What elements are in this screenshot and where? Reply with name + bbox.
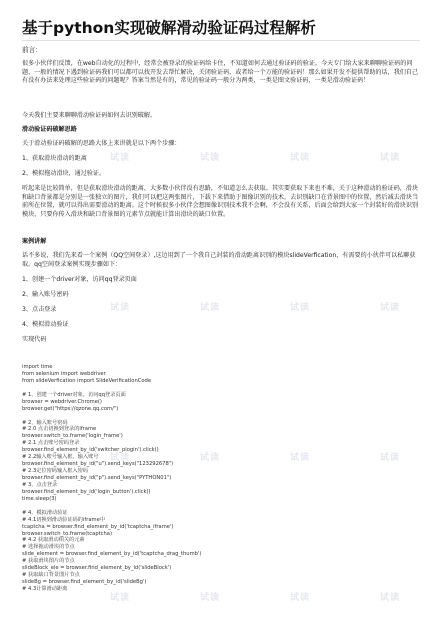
page-title: 基于python实现破解滑动验证码过程解析 [22,19,316,37]
code-line: browser.find_element_by_id("p").send_keys("PYTHON01") [22,475,172,481]
code-line [22,503,420,510]
code-line: time.sleep(3) [22,495,57,502]
code-line: browser.find_element_by_id('switcher_plogin').click() [22,447,159,454]
today-paragraph: 今天我们主要来聊聊滑动验证码如何去识别破解。 [22,112,157,119]
case-step-2: 2、输入账号密码 [22,291,69,298]
code-line: browser = webdriver.Chrome() [22,398,102,405]
code-line: # 2、输入账号密码 [22,419,68,426]
code-line: slide_element = browser.find_element_by_id('tcaptcha_drag_thumb') [22,551,202,558]
title-divider [22,40,420,41]
idea-step-2: 2、模拟拖动滑块，通过验证。 [22,170,106,177]
code-label: 实现代码 [22,336,47,343]
heading-ideas: 滑动验证码破解思路 [22,126,77,133]
ideas-intro: 关于滑动验证码破解的思路大体上来讲就是以下两个步骤： [22,140,181,147]
case-step-4: 4、模拟滑动验证 [22,321,69,328]
intro-paragraph: 很多小伙伴们反馈，在web自动化的过程中，经常会被登录的验证码给卡住，不知道如何去通过验证码的验证。今天专门给大家来聊聊验证码的问题，一般的情况下遇到验证码我们可以都可以找开发去帮忙解决，关闭验证码，或者给一个万能的验证码！那么如果开发不提供帮助的话，我们自己有没有办法来处理这些验证码的问题呢？答案当然是有的，常见的验证码一般分为两类，一类是图文验证码，一类是滑动验证码！ [22,60,419,85]
code-block [22,364,420,593]
code-line [22,413,420,420]
code-line: # 选择拖动滑块的节点 [22,544,75,551]
code-line: # 获取滑块图片的节点 [22,558,75,565]
code-line: from slideVerfication import SlideVerificationCode [22,377,152,384]
code-line: # 获取缺口背景图片节点 [22,572,80,579]
code-line: # 2.2输入账号输入框，输入账号 [22,454,99,461]
analysis-paragraph: 听起来是比较简单，但是获取滑块滑动的距离，大多数小伙伴没有思路，不知道怎么去获取。其实要获取下来也不难，关于这种滑动的验证码，滑块和缺口背景都是分别是一张独立的图片，我们可以把这两张图片，下载下来借助于图像识别的技术，去识别缺口在背景图中的位置，然后减去滑块当前所在位置，就可以得出需要滑动的距离。这个时候很多小伙伴会想图像识别技术我不会啊，不会没有关系，后面会给到大家一个封装好的滑块识别模块，只要你传入滑块和缺口背景图的元素节点就能计算出滑块的缺口位置。 [22,185,419,218]
case-intro: 话不多说，我们先来看一个案例（QQ空间登录）,这边用到了一个我自己封装的滑动距离识别的模块slideVerfication，有需要的小伙伴可以私聊获取。qq空间登录案例实现步骤如下： [22,252,416,268]
code-line: from selenium import webdriver [22,370,106,377]
code-line: tcaptcha = browser.find_element_by_id('tcaptcha_iframe') [22,523,174,530]
code-line [22,385,420,392]
code-line: browser.find_element_by_id("u").send_keys("123292678") [22,461,174,468]
code-line: browser.switch_to.frame(tcaptcha) [22,530,112,537]
code-line: # 2.1 点击账号密码登录 [22,440,80,447]
code-line: browser.get("https://qzone.qq.com/") [22,405,119,412]
code-line: # 2.3定位密码输入框入密码 [22,468,89,475]
document-page: 基于python实现破解滑动验证码过程解析 前言： 很多小伙伴们反馈，在web自动化的过程中，经常会被登录的验证码给卡住，不知道如何去通过验证码的验证。今天专门给大家来聊聊验证码的问题，一般的情况下遇到验证码我们可以都可以找开发去帮忙解决，关闭验证码，或者给一个万能的验证码！那么如果开发不提供帮助的话，我们自己有没有办法来处理这些验证码的问题呢？答案当然是有的，常见的验证码一般分为两类，一类是图文验证码，一类是滑动验证码！ 今天我们主要来聊聊滑动验证码如何去识别破解。 滑动验证码破解思路 关于滑动验证码破解的思路大体上来讲就是以下两个步骤： 1、获取滑块滑动的距离 2、模拟拖动滑块，通过验证。 听起来是比较简单，但是获取滑块滑动的距离，大多数小伙伴没有思路，不知道怎么去获取。其实要获取下来也不难，关于这种滑动的验证码，滑块和缺口背景都是分别是一张独立的图片，我们可以把这两张图片，下载下来借助于图像识别的技术，去识别缺口在背景图中的位置，然后减去滑块当前所在位置，就可以得出需要滑动的距离。这个时候很多小伙伴会想图像识别技术我不会啊，不会没有关系，后面会给到大家一个封装好的滑块识别模块，只要你传入滑块和缺口背景图的元素节点就能计算出滑块的缺口位置。 案例讲解 话不多说，我们先来看一个案例（QQ空间登录）,这边用到了一个我自己封装的滑动距离识别的模块slideVerfication，有需要的小伙伴可以私聊获取。qq空间登录案例实现步骤如下： 1、创建一个driver对象，访问qq登录页面 2、输入账号密码 3、点击登录 4、模拟滑动验证 实现代码 import time from selenium import webdriver from slideVerfication import SlideVerificationCode # 1、创建一个driver对象，访问qq登录页面 browser = webdriver.Chrome() browser.get("https://qzone.qq.com/") # 2、输入账号密码 # 2.0 点击切换到登录的iframe browser.switch_to.frame('login_frame') # 2.1 点击账号密码登录 browser.find_element_by_id('switcher_plogin').click() # 2.2输入账号输入框，输入账号 browser.find_element_by_id("u").send_keys("123292678") # 2.3定位密码输入框入密码 browser.find_element_by_id("p").send_keys("PYTHON01") # 3、点击登录 browser.find_element_by_id('login_button').click() time.sleep(3) # 4、模拟滑动验证 # 4.1切换到滑动验证码的iframe中 tcaptcha = browser.find_element_by_id('tcaptcha_iframe') browser.switch_to.frame(tcaptcha) # 4.2 获取滑动相关的元素 # 选择拖动滑块的节点 slide_element = browser.find_element_by_id('tcaptcha_drag_thumb') # 获取滑块图片的节点 slideBlock_ele = browser.find_element_by_id('slideBlock') # 获取缺口背景图片节点 slideBg = browser.find_element_by_id('slideBg') # 4.3计算滑动距离 试读 试读 试读 试读 试读 试读 试读 试读 试读 试读 试读 试读 试读 试读 试读 试读 [0,0,440,620]
code-line: slideBlock_ele = browser.find_element_by_id('slideBlock') [22,565,172,572]
code-line: # 4.1切换到滑动验证码的iframe中 [22,516,105,523]
heading-case: 案例讲解 [22,238,47,245]
code-line: browser.find_element_by_id('login_button').click() [22,488,151,495]
code-line: # 4.3计算滑动距离 [22,586,68,592]
code-line: import time [22,364,53,370]
code-line: slideBg = browser.find_element_by_id('slideBg') [22,579,147,586]
code-line: # 4.2 获取滑动相关的元素 [22,537,85,544]
code-line: # 2.0 点击切换到登录的iframe [22,426,97,433]
case-step-3: 3、点击登录 [22,306,57,313]
code-line: # 4、模拟滑动验证 [22,509,68,516]
case-step-1: 1、创建一个driver对象，访问qq登录页面 [22,276,137,283]
preface-label: 前言： [22,46,42,54]
idea-step-1: 1、获取滑块滑动的距离 [22,155,87,162]
code-line: browser.switch_to.frame('login_frame') [22,433,123,440]
code-line: # 3、点击登录 [22,481,58,488]
code-line: # 1、创建一个driver对象，访问qq登录页面 [22,391,126,398]
